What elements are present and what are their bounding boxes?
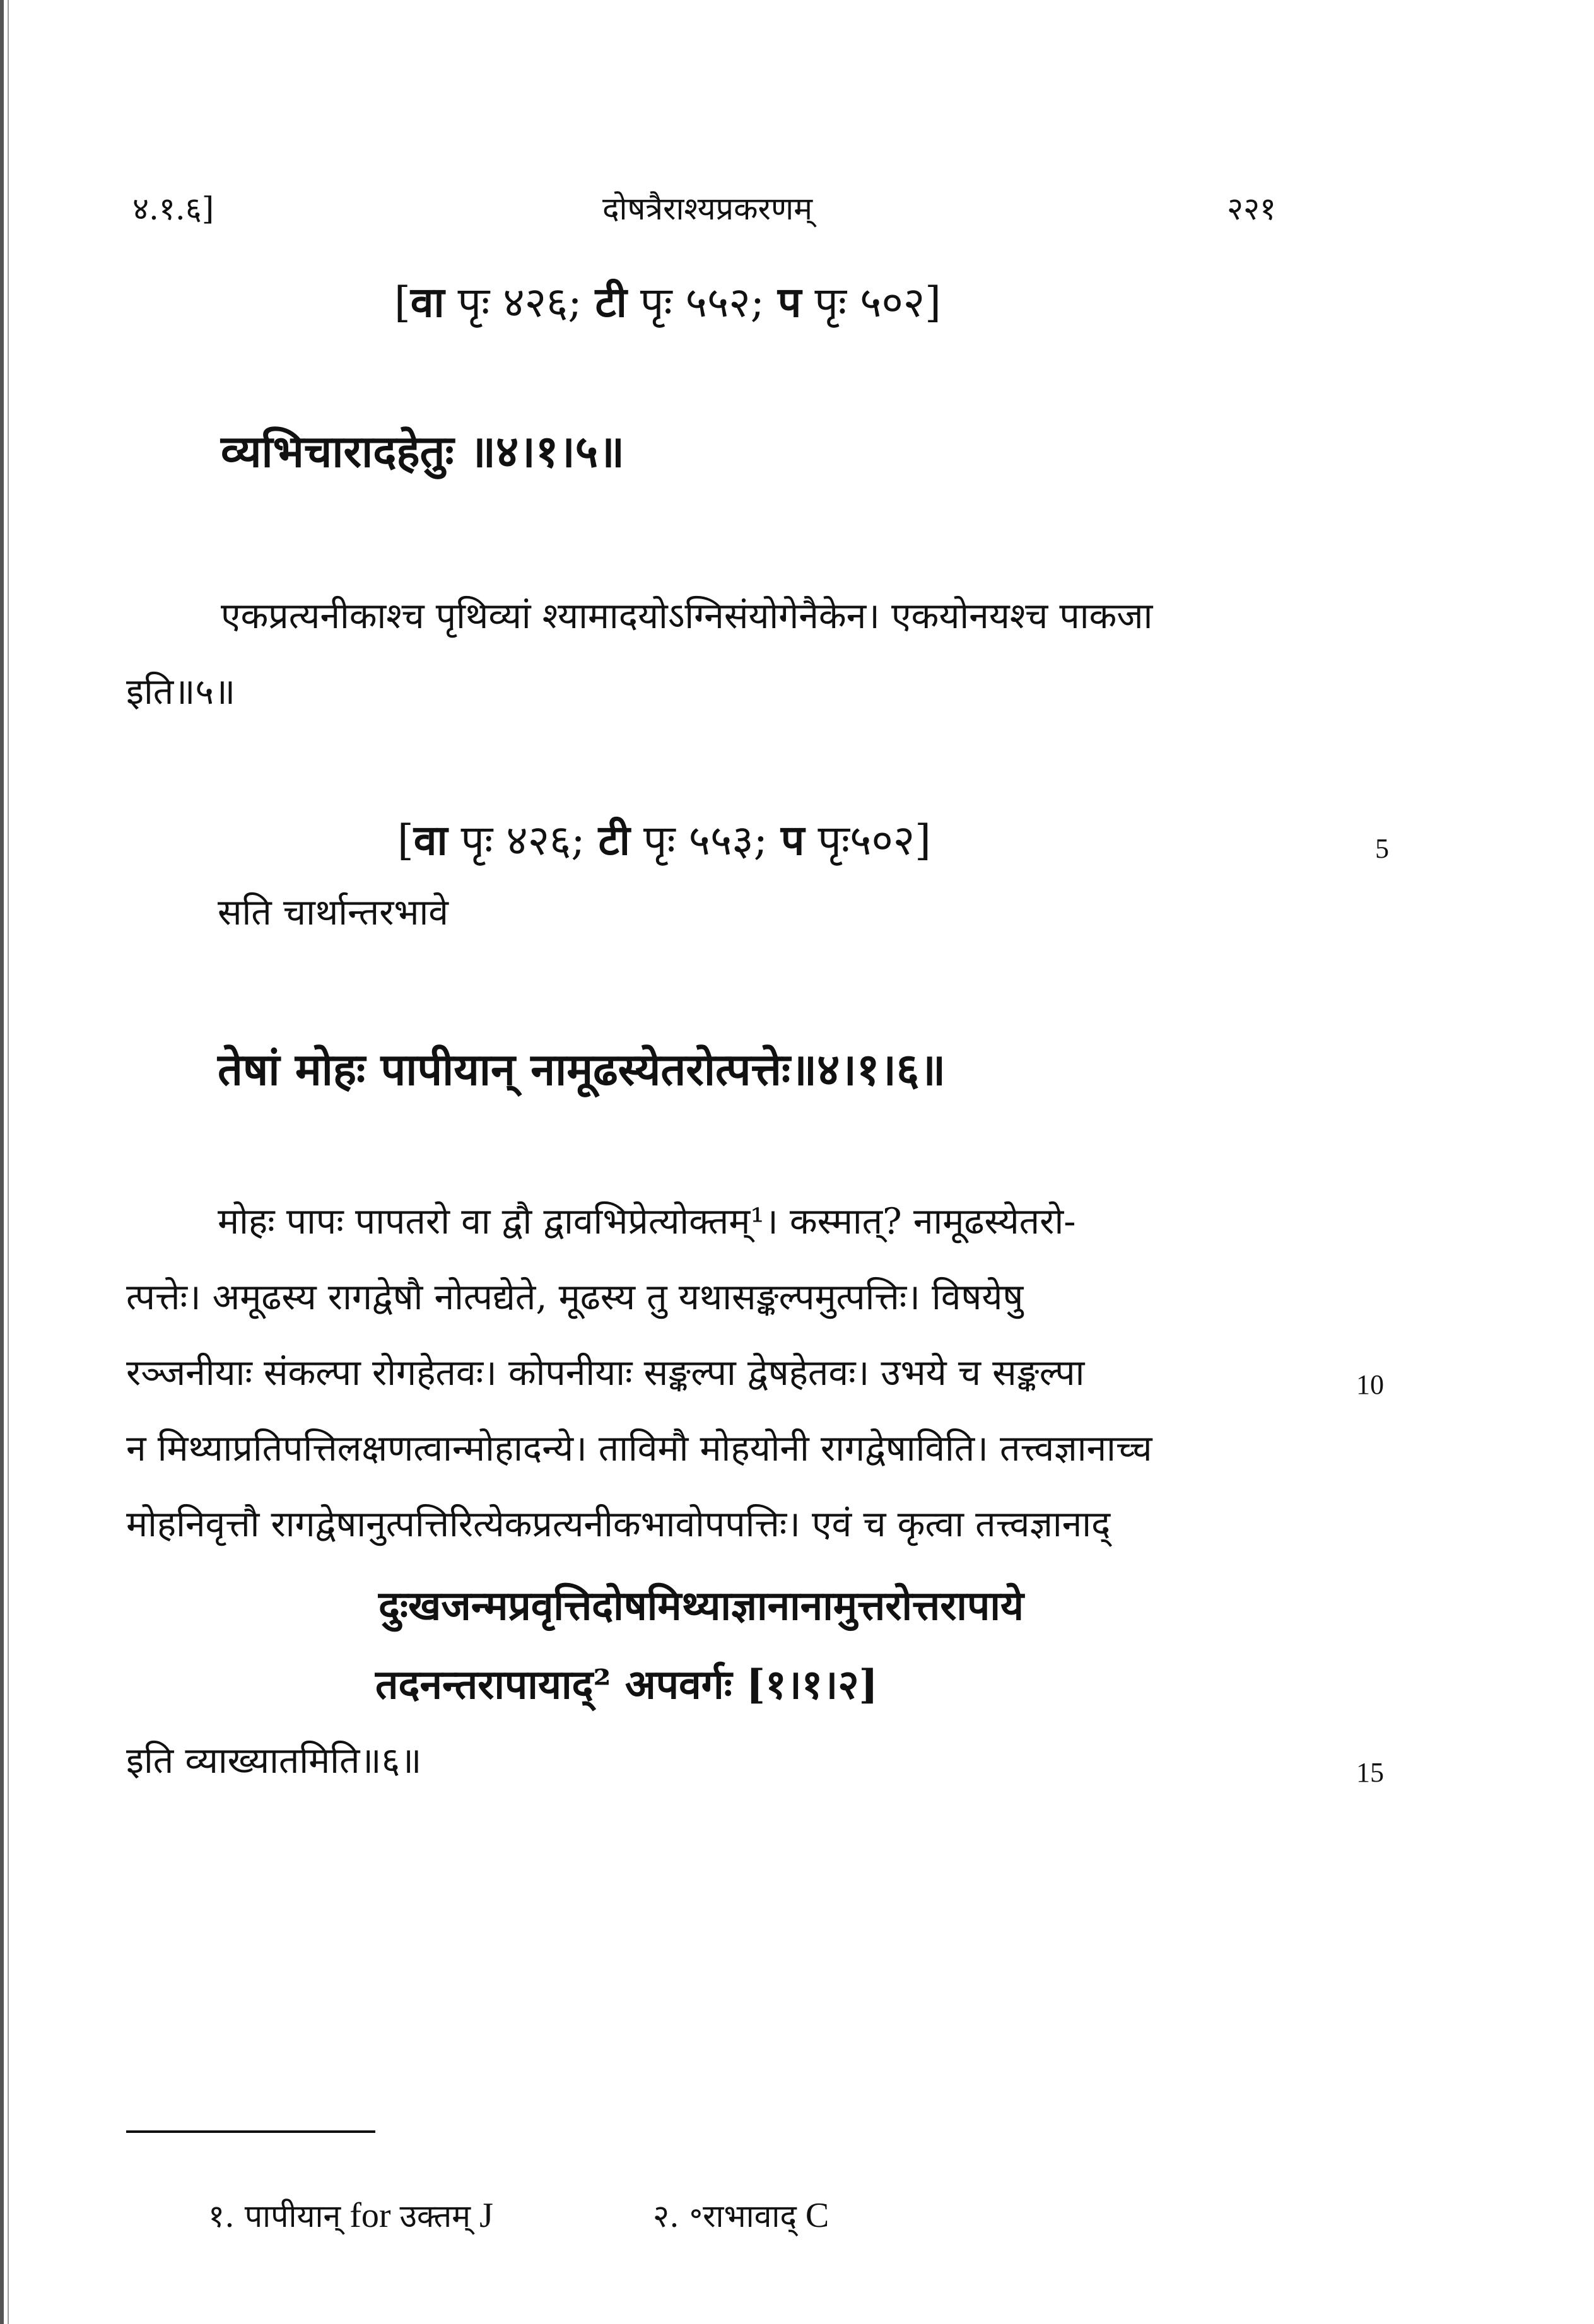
header-section-ref: ४.१.६] [132,190,214,227]
commentary-line: इति॥५॥ [126,671,236,713]
line-number: 15 [1356,1757,1384,1788]
page-number: २२१ [1227,190,1276,227]
ref-pa-page: पृः५०२] [804,816,931,865]
ref-pa-page: पृः ५०२] [801,278,941,327]
ref-bracket: [ [394,278,411,327]
ref-bracket: [ [397,816,414,865]
ref-ti: टी [595,277,627,327]
ref-ti-page: पृः ५५२; [626,278,778,327]
ref-va-page: पृः ४२६; [447,816,599,865]
footnote-2-deva: २. ॰राभावाद् [653,2198,797,2234]
footnote-2-siglum: C [796,2196,829,2235]
footnote-1 [208,2193,493,2236]
sutra-4-1-6: तेषां मोहः पापीयान् नामूढस्येतरोत्पत्तेः॥४।१।६॥ [218,1043,946,1095]
commentary-line: त्पत्तेः। अमूढस्य रागद्वेषौ नोत्पद्येते, मूढस्य तु यथासङ्कल्पमुत्पत्तिः। विषयेषु [126,1276,1024,1318]
reference-line-2 [397,810,931,867]
footnote-1-latin: for [341,2196,400,2235]
ref-pa: प [777,277,802,327]
quoted-sutra-line: दुःखजन्मप्रवृत्तिदोषमिथ्याज्ञानानामुत्तरोत्तरापाये [378,1582,1024,1630]
sutra-4-1-5: व्यभिचारादहेतुः ॥४।१।५॥ [221,425,625,477]
commentary-line: एकप्रत्यनीकाश्च पृथिव्यां श्यामादयोऽग्निसंयोगेनैकेन। एकयोनयश्च पाकजा [221,595,1153,637]
page-edge [0,0,4,2324]
line-number: 10 [1356,1369,1384,1400]
ref-ti-page: पृः ५५३; [630,816,781,865]
footnote-1-deva: १. पापीयान् [208,2198,341,2234]
commentary-line: रञ्जनीयाः संकल्पा रोगहेतवः। कोपनीयाः सङ्कल्पा द्वेषहेतवः। उभये च सङ्कल्पा [126,1352,1085,1394]
footnote-1-deva-2: उक्तम् [399,2198,471,2234]
ref-va-page: पृः ४२६; [444,278,595,327]
ref-va: वा [410,277,445,327]
reference-line-1 [394,272,941,329]
ref-pa: प [780,815,805,865]
quoted-sutra-line: तदनन्तरापायाद्² अपवर्गः [१।१।२] [375,1661,878,1708]
ref-va: वा [413,815,448,865]
commentary-line: न मिथ्याप्रतिपत्तिलक्षणत्वान्मोहादन्ये। ताविमौ मोहयोनी रागद्वेषाविति। तत्त्वज्ञानाच्च [126,1428,1152,1469]
footnote-1-siglum: J [471,2196,493,2235]
page-edge-inner [8,0,9,2324]
closing-line: इति व्याख्यातमिति॥६॥ [126,1740,422,1782]
commentary-line: मोहनिवृत्तौ रागद्वेषानुत्पत्तिरित्येकप्रत्यनीकभावोपपत्तिः। एवं च कृत्वा तत्त्वज्ञानाद् [126,1504,1111,1545]
line-number: 5 [1375,833,1389,864]
ref-ti: टी [598,815,630,865]
footnote-rule [126,2130,375,2133]
header-title: दोषत्रैराश्यप्रकरणम् [602,190,812,227]
commentary-line: मोहः पापः पापतरो वा द्वौ द्वावभिप्रेत्योक्तम्¹। कस्मात्? नामूढस्येतरो- [218,1201,1076,1242]
footnote-2 [653,2193,829,2236]
intro-line: सति चार्थान्तरभावे [218,892,448,933]
